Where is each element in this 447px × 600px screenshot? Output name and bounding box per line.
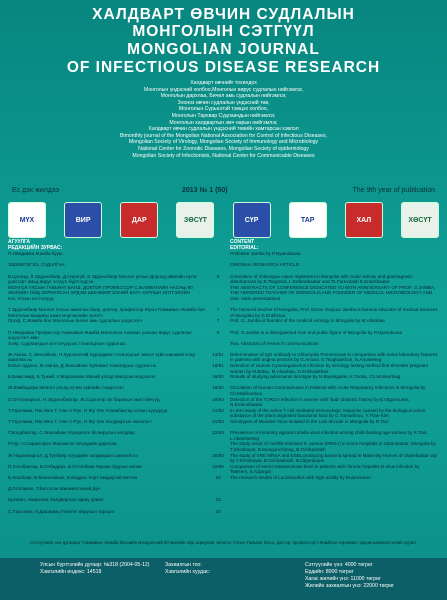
founder-line: Mongolian Society of Infectionists, National Center for Communicable Diseases <box>132 152 315 159</box>
contents-page-number <box>210 285 226 296</box>
contents-mn-entry: Хоёр. Судлаачдын илтгэлүүдээс тохиолдлын судалгаа: <box>8 340 127 346</box>
footer-label: Захиалгын тоо: <box>165 562 202 568</box>
contents-page-number: 21/83 <box>212 407 224 413</box>
founder-line: National Center for Zoonotic Diseases, Mongolian Society of epidemiology <box>138 145 309 152</box>
logo-nccd: ХӨСҮТ <box>401 202 439 238</box>
footer-label: Хэвлэлийн хуудас: <box>165 569 210 575</box>
contents-page-number: 23 <box>215 497 221 503</box>
contents-page-number <box>210 486 226 497</box>
page-number-column <box>210 240 226 520</box>
contents-mn-entry: МОНГОЛ УЛСЫН ГАВЬЯАТ БАГШ, ДОКТОР, ПРОФЕССОР С.ЖАМБАГИЙН НАСНЫ 80 ЖИЛИЙН ОЙД ЗОРИУЛСАН ЭРДЭМ ШИНЖИЛГЭЭНИЙ БАГА ХУРЛЫН ИЛТГЭЛИЙН <box>8 284 193 296</box>
publication-footer <box>0 558 447 600</box>
founder-line: Монголын халдвартын эмч нарын нийгэмлэг, <box>169 119 278 126</box>
logo-infectionists: ХАЛ <box>345 202 383 238</box>
contents-mn-entry: Г.Болдбаатар, С.Энхсайхан Хүмүүнлэг ба вирусын халдвар <box>8 430 135 436</box>
contents-page-number: 16/82 <box>212 374 224 380</box>
contents-en-heading: CONTENT <box>230 239 255 245</box>
contents-page-number <box>210 262 226 273</box>
contents-mn-entry: Б.Хошбаяр, Б.Мөнхсайхан, Б.Бадрах Хорт хавдартай өвчтөн <box>8 474 138 480</box>
title-mn-line-1: ХАЛДВАРТ ӨВЧИН СУДЛАЛЫН <box>92 6 355 23</box>
founder-line: Халдварт өвчин судлалын үндэсний төвийн хамтарсан хэвлэл <box>148 126 299 133</box>
contents-en-entry: The research results of Lactobacillus with high acidity by Dulamsuren <box>230 474 371 480</box>
contents-en-entry: In vitro study of the active T cell mediated immunologic response caused by the biological active substance of the plant originated functional food by G.Tumurkhuu, Y.Thae Kim <box>230 407 426 419</box>
contents-mn-entry: П.Хэчэбаатар, Б.Очбадрах, Б.Отгонбаяр Мушин буурын нөлөө <box>8 463 142 469</box>
contents-page-number: 5 <box>216 273 220 279</box>
contents-mn-entry: Р.Гүр, Н.Сарангэрэл Жирэмсэн эхчүүдийн дархлаа <box>8 441 117 447</box>
contents-mn-entry: М.Бат-эрдэнэ, Ж.Амгаа, Д.Энхсайхан Хуйлмал тохиолдлыг судлах нь <box>8 363 157 369</box>
footer-price: Хагас жилийн үнэ: 11000 төгрөг <box>305 576 381 582</box>
contents-en-entry: THE ABSTRACTS OF CONFERENCE DEDICATED TO 80TH ANNIVERSARY OF PROF. G.JAMBA, THE HONORED TEACHER OF MONGOLIA AND FOUNDER OF MEDICAL MICROBIOLOGY AND <box>230 284 436 296</box>
contents-mn-entry: Ж.Наранжаргал, Д.Тулбаяр Хүүхдийн халдварын шинжилгээ <box>8 452 138 458</box>
contents-en-entry: The study of VRE MRSA and ESBL producing bacteria spread in Maternity Homes of Ulaanbaatar city by Y.Khosbayar, B.Ochbadrakh, B.Otgonbayar <box>230 452 437 464</box>
contents-en-entry: Circulation of Human Coronaviruses in Patients with Acute Respiratory Infections in Mongolia by Ch.Maikhanbuu <box>230 385 426 397</box>
contents-mn-entry: Б.Цэгмэд, Л.Эрдэнэбаяр, Д.Нэрэгүй, Э.Эрдэнэбаяр Монгол улсын Дорнод аймгийн нутаг дэвсгэрт амьд вирус эсхүүл бүртгэгдсэн <box>8 273 198 285</box>
title-en-line-1: MONGOLIAN JOURNAL <box>127 41 320 58</box>
contents-page-number: 20/83 <box>212 452 224 458</box>
editorial-en-heading: EDITORIAL: <box>230 244 259 251</box>
contents-en-entry: Detection of the TORCH infection in women with ‘bad’ obstetric history by E.Otgonsuren, N.Erdenebaatar <box>230 396 410 408</box>
footer-price: Сэтгүүлийн үнэ: 4000 төгрөг <box>305 562 373 568</box>
founder-line: Монголын үндэсний холбоо,Монголын вирус судлалын нийгэмлэг, <box>143 86 304 93</box>
contents-mn-entry: Цолмон, Амарсана Халдвартын хариу урвал <box>8 497 104 503</box>
founder-line: Халдварт өвчнийг тохиндох <box>190 80 257 86</box>
founder-line: Монголын Тархвар Судлаачдын нийгэмлэг, <box>171 112 276 119</box>
table-of-contents <box>8 240 439 540</box>
footer-registration <box>40 562 149 576</box>
contents-page-number: 22/85 <box>212 463 224 469</box>
contents-en-entry: Results of studying adenovirus serotype by N.Bayasgalan, K.Toosa, Ch.Munkerbaig <box>230 374 401 380</box>
contents-mn-entry: Д.Олзтамах, Т.Батсэгэн Шинжилгээний дүн <box>8 486 100 492</box>
title-en-line-2: OF INFECTIOUS DISEASE RESEARCH <box>66 59 381 76</box>
contents-mn-entry: Т.Эрдэнэбаяр Монгол Улсын ажиллах баяр, доктор, профессор Юрээ Гомжавын Жамба бол Монголын вакцины ажил мэргэжлийн эхлэгч <box>8 307 205 318</box>
contents-en-entry: Prof. G.Jamba is a distinguished man and public figure of Mongolia by P.Nyamdavaa <box>230 329 403 335</box>
contents-mn-entry: Проф. С.Жамба бол Монголын бичил амь судлалын үндэслэгч <box>8 318 143 324</box>
contents-page-number <box>210 251 226 262</box>
contents-mn-entry: О.Отгонжаргал, Н.Эрдэнэбаатар, Ж.Сэрээтэр Эх барихын эмэгтэйчүүд <box>8 396 160 402</box>
logo-epidemiology: ТАР <box>289 202 327 238</box>
contents-page-number <box>210 296 226 307</box>
footer-label: Улсын бүртгэлийн дугаар: <box>40 562 103 568</box>
contents-mn-entry: Ж.Бямбадорж Монгол улсад хүчин зүйлийн тэмдэглэл <box>8 385 124 391</box>
contents-en-entry: Prevalence of immunity against rubella virus infection among child-bearing age women by R.Tsul, L.Altantsetseg <box>230 430 428 441</box>
dedication-note: Сэтгүүлийн энэ дугаарыг Гомжавын Жамба багшийн мэндэлсний 80 жилийн ойд зориулав. Монгол Улсын Гавьяат багш, доктор, профессор Г.Жамбын нэрэмжит эрдэм шинжилгээний хурал. <box>30 540 417 545</box>
issue-bar <box>12 186 435 198</box>
contents-en-entry: ORIGINAL RESEARCH ARTICLE: <box>230 262 301 268</box>
logo-zoonotic: ЗӨСҮТ <box>176 202 214 238</box>
contents-en-entry: Correlation of chikungua cases registered in Mongolia with Solar activity and geomagnetic disturbances by B.Tsegmed, L.Erdenebaatar and Ts.Purevdash E.Erdenbaatar <box>230 273 413 285</box>
contents-page-number: 7 <box>216 318 220 324</box>
logo-tuberculosis: СҮР <box>233 202 271 238</box>
contents-en-entry: Two. Abstracts of research communications <box>230 340 319 346</box>
contents-page-number: 18/82 <box>212 385 224 391</box>
contents-page-number: 9 <box>216 329 220 335</box>
contents-page-number: 19/83 <box>212 396 224 402</box>
founder-line: Монголын Сүрьеэтэй тэмцэх холбоо, <box>178 106 269 113</box>
contents-page-number: 21/83 <box>212 419 224 424</box>
contents-page-number: 13/81 <box>212 351 224 357</box>
contents-page-number: 22/84 <box>212 430 224 436</box>
contents-mn-column <box>8 240 208 520</box>
contents-mn-entry: Т.Гэрэлмаа, Пак Жео Т, Нан А-Рун, И Жу Хёк Халдвартын эмнэлэгт <box>8 419 152 424</box>
contents-en-entry: Prof. G. Jamba is founder of the medical virology in Mongolia by M.Altanbaa <box>230 318 385 324</box>
footer-price: Ердийн: 8000 төгрөг <box>305 569 354 575</box>
logo-row <box>8 201 439 239</box>
contents-en-entry: One. Main presentations <box>230 295 281 301</box>
contents-page-number: 7 <box>216 307 220 313</box>
contents-en-entry: The study result of metillin-resistant S. aureus (MRSA) in some hospitals in Ulaanbaatar, Mongolia by T.Khosbayar, B.Mungunchimeg, B.Ochbadrakh <box>230 441 436 452</box>
contents-page-number: 23 <box>215 474 221 480</box>
contents-mn-entry: Ж.Амгаа, С.Энхсайхан, Н.Хурэлэнтөй Хурцадмал тохиолдлыг эмнэл зүйн шинжилгээнд ашиглах нь <box>8 351 195 363</box>
contents-page-number <box>210 441 226 452</box>
logo-immunology: ДАР <box>120 202 158 238</box>
logo-association: МҮХ <box>8 202 46 238</box>
issue-year-en: The 9th year of publication <box>352 187 435 194</box>
contents-en-column <box>230 240 439 486</box>
contents-mn-entry: П.Нямдаваа Жамба бууж <box>8 251 63 257</box>
contents-mn-entry: Б.Бамсэжид, Б.Тужий, У.Жаргалмаа Манай улсад явагдсан мэдээлэл <box>8 374 156 380</box>
founder-line: Зооноз өвчин судлалын үндэсний төв, <box>177 99 270 106</box>
contents-mn-entry: С.Гэрээлин, Л.Дашжамц Гепатит вирусын тархалт <box>8 508 115 514</box>
footer-value: 14518 <box>86 569 102 575</box>
contents-mn-entry: ЭШИЖЛЭГЭЭ, СУДАЛГАА: <box>8 262 66 268</box>
footer-prices <box>305 562 394 590</box>
founder-line: Монголын дархлаа, Бичил амь судлалын нийгэмлэг, <box>160 93 287 100</box>
contents-mn-entry: П.Нямдаваа Профессор Гомжавын Жамба Монголын Анагаах ухааны вирус судлалыг үндэслэгч мөн <box>8 329 193 341</box>
logo-virology: ВИР <box>64 202 102 238</box>
contents-en-entry: Professor Jamba by P.Nyamdavaa <box>230 251 301 257</box>
issue-number: 2013 № 1 (50) <box>182 187 228 194</box>
contents-page-number: 23 <box>215 508 221 514</box>
contents-en-entry: Comparison of serum transaminase level in patients with chronic hepatitis B virus infection by Tseleem, S.Azjargal <box>230 463 420 475</box>
contents-page-number: 15/81 <box>212 363 224 369</box>
contents-en-entry: Detection of Human Cytomegalovirus infection by serology testing method first trimester pregnant women by M.Batsu, M.Altanbaa, D.Enkhsaikhan <box>230 363 428 374</box>
contents-mn-entry: Нэг. Улсын илтгэлүүд: <box>8 295 55 301</box>
founder-line: Mongolian Society of Virology, Mongolian Society of Immunology and Microbiology <box>128 139 319 146</box>
contents-page-number <box>210 341 226 352</box>
title-mn-line-2: МОНГОЛЫН СЭТГҮҮЛ <box>132 23 315 40</box>
footer-value: №318 (2004-05-12) <box>103 562 150 568</box>
footer-label: Хэвлэлийн индекс: <box>40 569 86 575</box>
footer-print-info <box>165 562 210 576</box>
contents-mn-heading: АГУУЛГА <box>8 239 31 245</box>
contents-en-entry: Genotypes of Measles Virus Isolated in the Last decade in Mongolia by R.Tsul <box>230 419 389 424</box>
contents-mn-entry: Т.Гэрэлмаа, Пак Жео Т, Нан А-Рун, И Жу Хёк Улаанбаатар хотын хүүхдүүд <box>8 407 168 413</box>
contents-en-entry: Determination of IgG antibody to Chlamydia Pneumoniae in comparison with some laboratory features in patients with angina pectoris by G.Amard, S.Tsogtsaikhan, N.Ariunteseg <box>230 351 438 363</box>
founder-line: Bimonthly journal of the Mongolian National Association for Control of Infectious Diseases, <box>119 132 328 139</box>
footer-price: Жилийн захиалгын үнэ: 22000 төгрөг <box>305 583 395 589</box>
contents-en-entry: The honored teacher of Mongolia, Prof. Dorov Ganjuur Jamba is famous educator of medical sciences of Mongolia by G.Enkhmaa <box>230 307 438 318</box>
issue-year-mn: Ес дэх жилдээ <box>12 187 60 194</box>
editorial-mn-heading: РЕДАКЦИЙН ЗУРВАС: <box>8 244 63 251</box>
founders-block <box>20 80 427 159</box>
